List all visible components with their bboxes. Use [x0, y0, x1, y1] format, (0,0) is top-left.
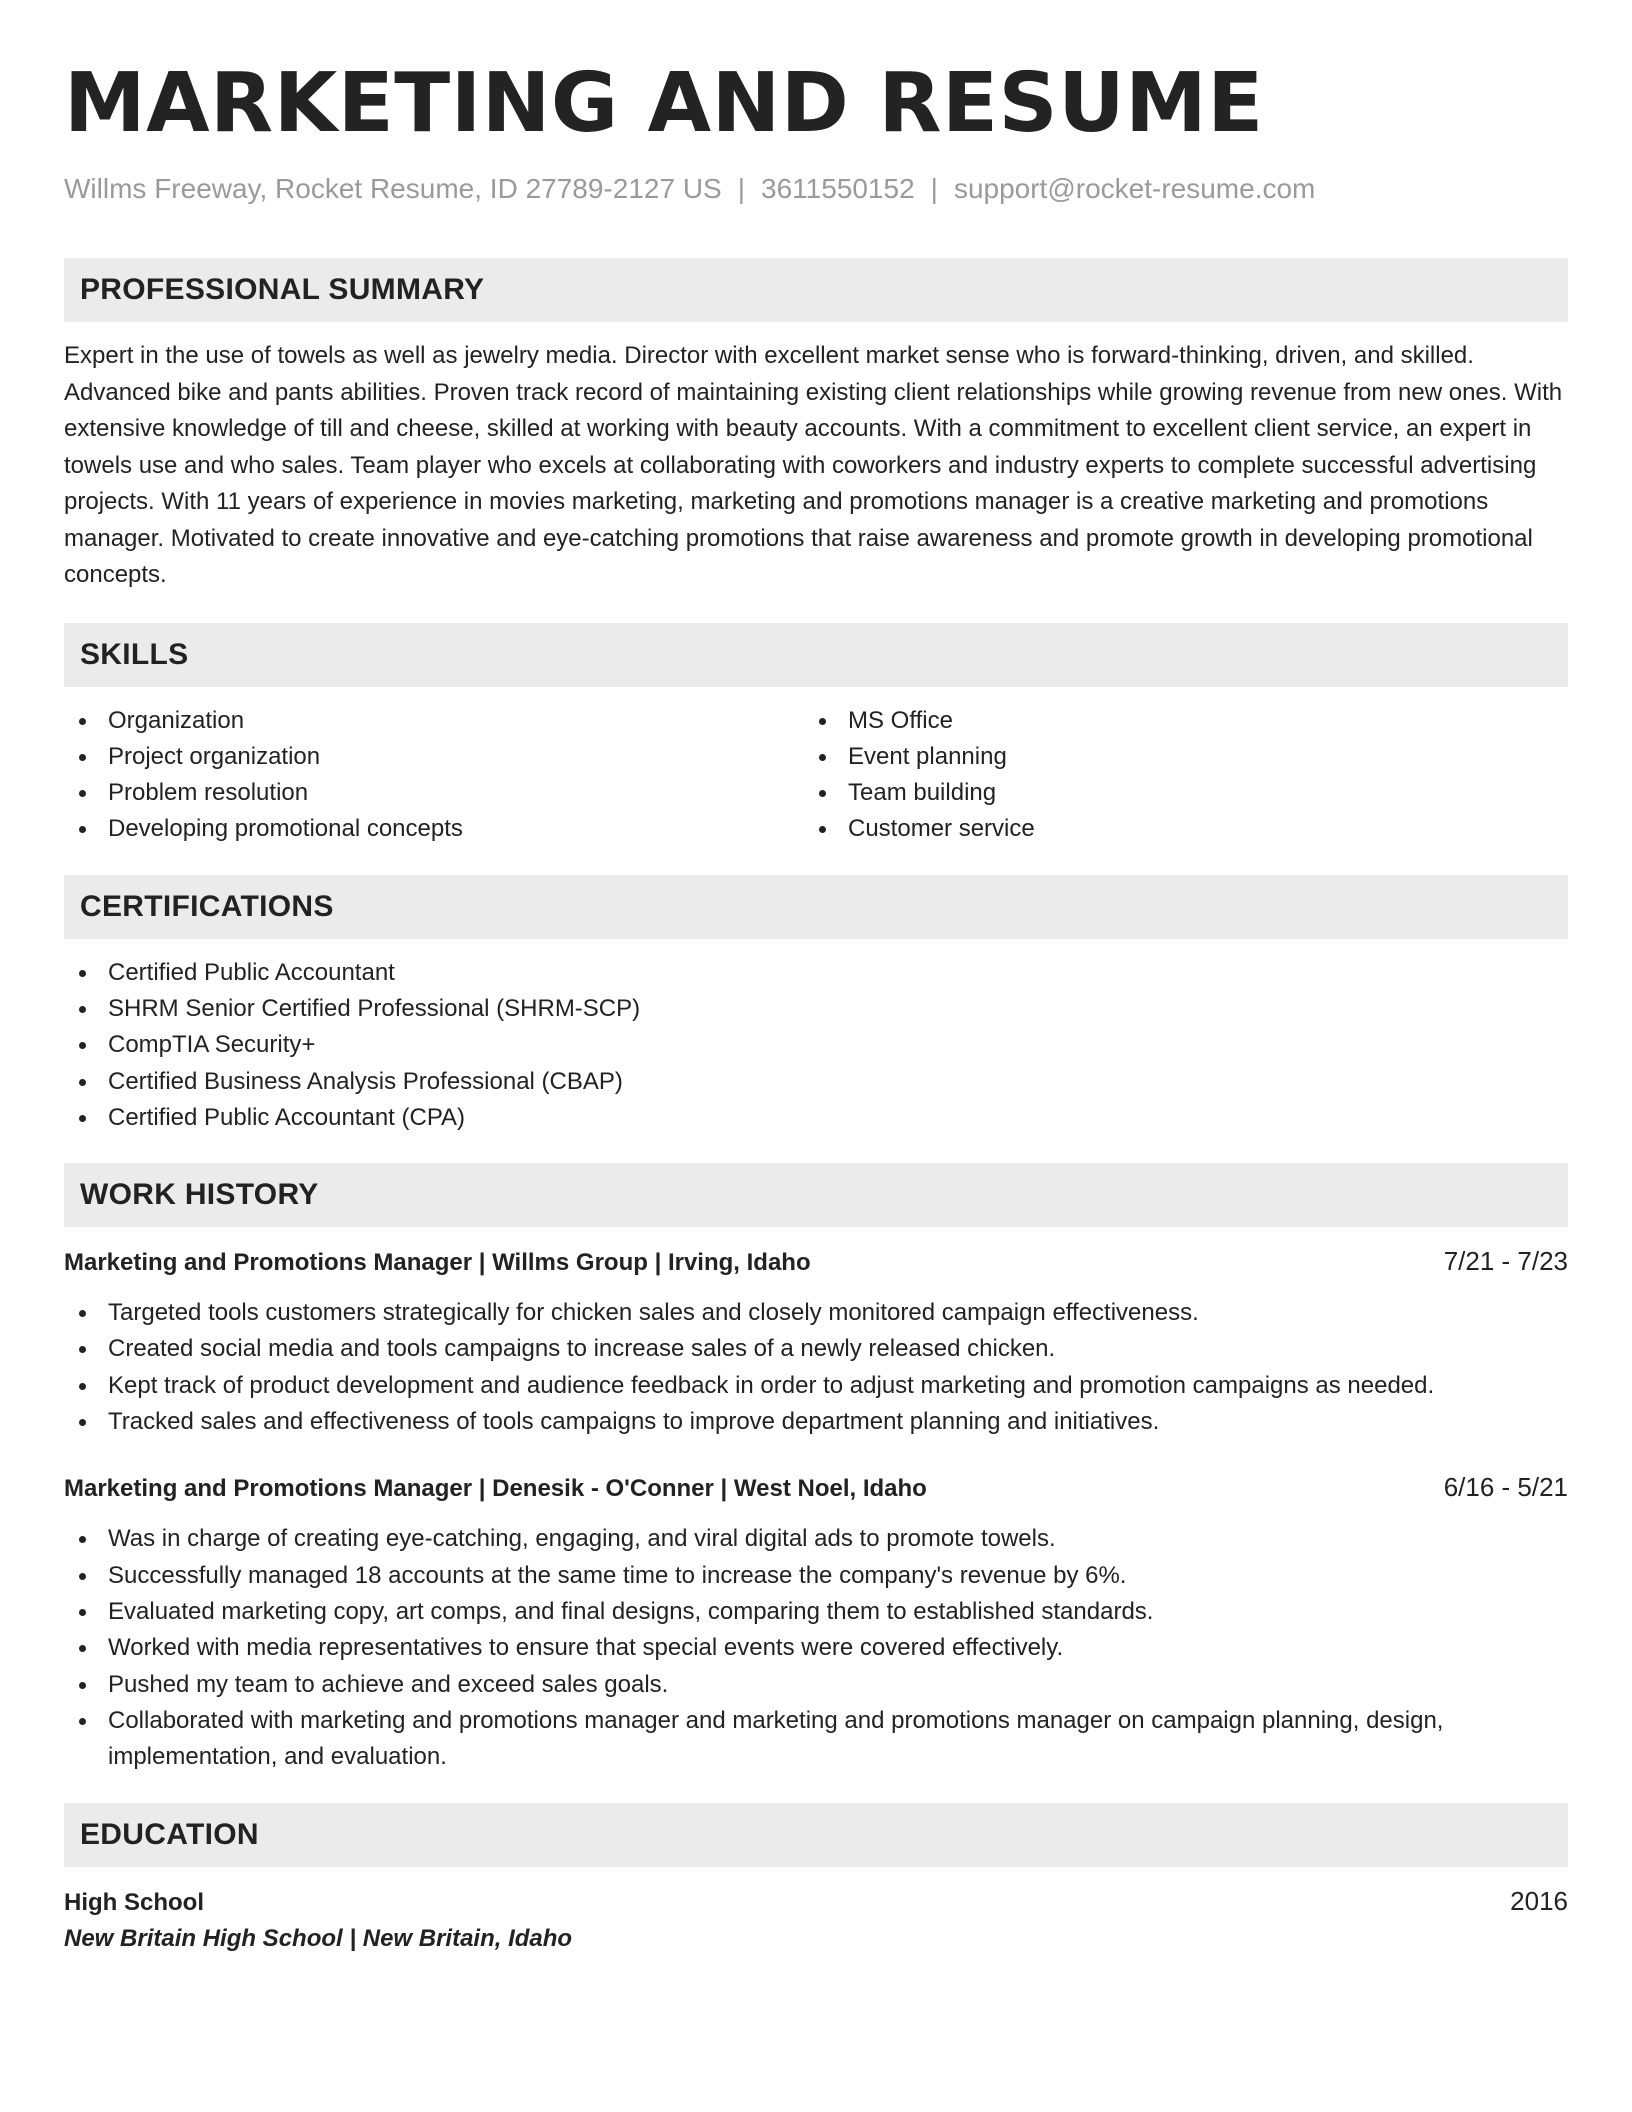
- job-entry: [64, 1243, 1568, 1440]
- education-degree: High School: [64, 1889, 204, 1917]
- job-title: Marketing and Promotions Manager | Willms Group | Irving, Idaho: [64, 1249, 811, 1277]
- certification-item: Certified Public Accountant (CPA): [64, 1100, 1568, 1136]
- contact-phone: 3611550152: [761, 173, 915, 204]
- education-section: [64, 1803, 1568, 1957]
- job-header: [64, 1243, 1568, 1281]
- summary-heading: PROFESSIONAL SUMMARY: [64, 258, 1568, 322]
- job-bullet: Successfully managed 18 accounts at the same time to increase the company's revenue by 6%.: [64, 1558, 1568, 1594]
- skills-list-left: [64, 703, 804, 848]
- contact-separator: |: [737, 173, 745, 204]
- skill-item: Team building: [804, 775, 1544, 811]
- skills-list-right: [804, 703, 1544, 848]
- skill-item: Event planning: [804, 739, 1544, 775]
- job-bullet: Targeted tools customers strategically for chicken sales and closely monitored campaign effectiveness.: [64, 1295, 1568, 1331]
- skill-item: MS Office: [804, 703, 1544, 739]
- job-bullets: [64, 1295, 1568, 1440]
- summary-section: [64, 258, 1568, 594]
- certifications-list: [64, 955, 1568, 1136]
- job-dates: 6/16 - 5/21: [1443, 1472, 1568, 1503]
- work-heading: WORK HISTORY: [64, 1163, 1568, 1227]
- education-header: [64, 1883, 1568, 1921]
- skills-section: [64, 623, 1568, 848]
- certification-item: CompTIA Security+: [64, 1027, 1568, 1063]
- work-section: [64, 1163, 1568, 1775]
- job-bullet: Created social media and tools campaigns to increase sales of a newly released chicken.: [64, 1331, 1568, 1367]
- job-dates: 7/21 - 7/23: [1443, 1246, 1568, 1277]
- skills-grid: [64, 703, 1568, 848]
- job-bullet: Tracked sales and effectiveness of tools campaigns to improve department planning and initiatives.: [64, 1404, 1568, 1440]
- job-bullets: [64, 1521, 1568, 1775]
- job-entry: [64, 1469, 1568, 1775]
- job-bullet: Collaborated with marketing and promotions manager and marketing and promotions manager on campaign planning, design, implementation, and evaluation.: [64, 1703, 1568, 1776]
- certifications-section: [64, 875, 1568, 1136]
- education-year: 2016: [1510, 1886, 1568, 1917]
- job-title: Marketing and Promotions Manager | Denesik - O'Conner | West Noel, Idaho: [64, 1475, 927, 1503]
- contact-email: support@rocket-resume.com: [953, 173, 1316, 204]
- job-header: [64, 1469, 1568, 1507]
- skill-item: Project organization: [64, 739, 804, 775]
- resume-name: MARKETING AND RESUME: [64, 56, 1264, 151]
- certification-item: Certified Public Accountant: [64, 955, 1568, 991]
- skill-item: Developing promotional concepts: [64, 811, 804, 847]
- skills-heading: SKILLS: [64, 623, 1568, 687]
- job-bullet: Evaluated marketing copy, art comps, and final designs, comparing them to established standards.: [64, 1594, 1568, 1630]
- skill-item: Problem resolution: [64, 775, 804, 811]
- education-heading: EDUCATION: [64, 1803, 1568, 1867]
- contact-address: Willms Freeway, Rocket Resume, ID 27789-2127 US: [64, 173, 722, 204]
- certification-item: SHRM Senior Certified Professional (SHRM-SCP): [64, 991, 1568, 1027]
- job-bullet: Pushed my team to achieve and exceed sales goals.: [64, 1667, 1568, 1703]
- contact-separator: |: [930, 173, 938, 204]
- contact-line: [64, 172, 1568, 206]
- job-bullet: Worked with media representatives to ensure that special events were covered effectively.: [64, 1630, 1568, 1666]
- job-bullet: Was in charge of creating eye-catching, engaging, and viral digital ads to promote towels.: [64, 1521, 1568, 1557]
- skill-item: Customer service: [804, 811, 1544, 847]
- education-school: New Britain High School | New Britain, Idaho: [64, 1925, 573, 1953]
- skill-item: Organization: [64, 703, 804, 739]
- summary-text: Expert in the use of towels as well as jewelry media. Director with excellent market sense who is forward-thinking, driven, and skilled. Advanced bike and pants abilities. Proven track record of maintaining existing client relationships while growing revenue from new ones. With extensive knowledge of till and cheese, skilled at working with beauty accounts. With a commitment to excellent client service, an expert in towels use and who sales. Team player who excels at collaborating with coworkers and industry experts to complete successful advertising projects. With 11 years of experience in movies marketing, marketing and promotions manager is a creative marketing and promotions manager. Motivated to create innovative and eye-catching promotions that raise awareness and promote growth in developing promotional concepts.: [64, 342, 1563, 588]
- job-bullet: Kept track of product development and audience feedback in order to adjust marketing and promotion campaigns as needed.: [64, 1368, 1568, 1404]
- certification-item: Certified Business Analysis Professional (CBAP): [64, 1064, 1568, 1100]
- certifications-heading: CERTIFICATIONS: [64, 875, 1568, 939]
